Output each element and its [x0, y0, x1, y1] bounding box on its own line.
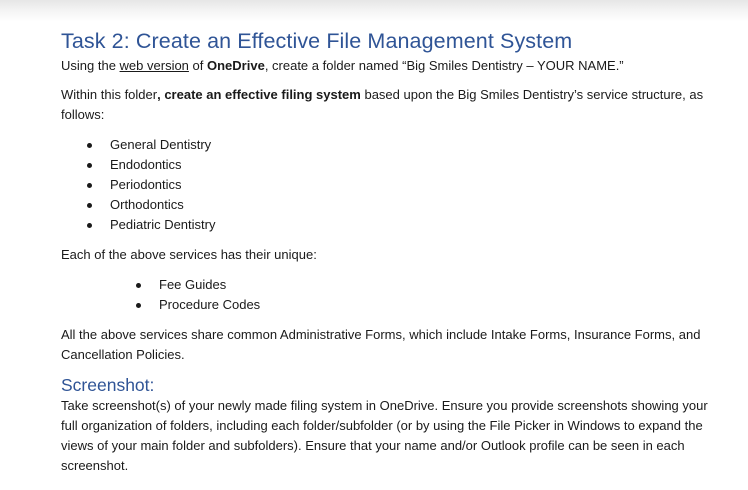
page-top-shadow — [0, 0, 748, 22]
shared-forms-paragraph: All the above services share common Administrative Forms, which include Intake Forms, Insurance Forms, and Cancellation Policies. — [61, 327, 701, 362]
screenshot-instructions: Take screenshot(s) of your newly made filing system in OneDrive. Ensure you provide screenshots showing your full organization of folders, including each folder/subfolder (or by using the File Picker in Windows to expand the views of your main folder and subfolders). Ensure that your name and/or Outlook profile can be seen in each screenshot. — [61, 398, 708, 473]
screenshot-heading: Screenshot: — [61, 375, 155, 395]
intro-text-1: Using the — [61, 58, 120, 73]
onedrive-name: OneDrive — [207, 58, 265, 73]
document-page — [61, 28, 721, 476]
list-item: Pediatric Dentistry — [61, 215, 721, 235]
intro-paragraph — [61, 56, 721, 76]
within-bold-text: , create an effective filing system — [157, 87, 361, 102]
intro-text-2: of — [188, 58, 207, 73]
list-item: Fee Guides — [61, 275, 721, 295]
within-text-2: based upon the Big Smiles Dentistry’s service structure, as follows: — [61, 87, 704, 122]
unique-list — [61, 275, 721, 315]
list-item: Endodontics — [61, 155, 721, 175]
list-item: Procedure Codes — [61, 295, 721, 315]
within-paragraph — [61, 85, 721, 125]
intro-text-3: , create a folder named “Big Smiles Dentistry – YOUR NAME.” — [264, 58, 624, 73]
list-item: Periodontics — [61, 175, 721, 195]
services-list — [61, 135, 721, 235]
unique-intro: Each of the above services has their unique: — [61, 247, 317, 262]
task-heading: Task 2: Create an Effective File Management System — [61, 29, 573, 53]
within-text-1: Within this folder — [61, 87, 158, 102]
list-item: General Dentistry — [61, 135, 721, 155]
list-item: Orthodontics — [61, 195, 721, 215]
web-version-link[interactable]: web version — [119, 58, 189, 73]
